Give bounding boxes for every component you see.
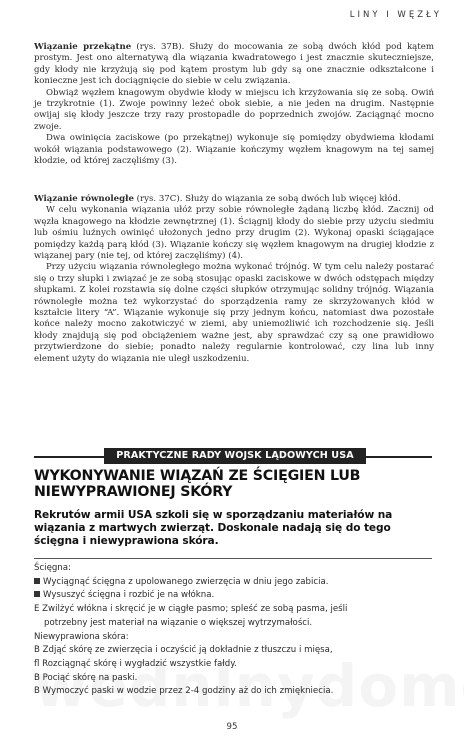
- list-item-text: Niewyprawiona skóra:: [34, 631, 129, 642]
- list-item-text: potrzebny jest materiał na wiązanie o większej wytrzymałości.: [44, 617, 313, 628]
- paragraph-text: (rys. 37B). Służy do mocowania ze sobą dwóch kłód pod kątem prostym. Jest ono alternatywą dla wiązania kwadratowego i jest znacznie skuteczniejsze, gdy kłody nie krzyżują się pod kątem prostym lub gdy są one znacznie odkształcone i konieczne jest ich dociągnięcie do siebie w celu związania.: [34, 42, 434, 87]
- section-diagonal-lashing: [34, 42, 434, 167]
- list-item-marker: fl: [34, 658, 43, 669]
- divider: [34, 558, 432, 559]
- list-item-marker: E: [34, 604, 43, 615]
- list-item-text: Pociąć skórę na paski.: [42, 672, 138, 683]
- list-item-marker: B: [34, 686, 43, 697]
- list-item: [34, 603, 434, 617]
- list-item: [34, 617, 434, 631]
- term-parallel-lashing: Wiązanie równoległe: [34, 194, 134, 204]
- list-item-text: Wysuszyć ścięgna i rozbić je na włókna.: [43, 590, 215, 601]
- list-item-text: Rozciągnąć skórę i wygładzić wszystkie fałdy.: [42, 658, 237, 669]
- list-item-marker: B: [34, 672, 43, 683]
- page-number: 95: [226, 722, 238, 732]
- list-item: [34, 562, 434, 576]
- list-item-text: Wymoczyć paski w wodzie przez 2-4 godziny aż do ich zmiękniecia.: [42, 686, 334, 697]
- list-item: [34, 589, 434, 603]
- paragraph: [34, 194, 434, 205]
- list-item-text: Ścięgna:: [34, 563, 71, 573]
- paragraph: Przy użyciu wiązania równoległego można wykonać trójnóg. W tym celu należy postarać się o trzy słupki i związać je ze sobą stosując opaski zaciskowe w dwóch odstępach między słupkami. Z kolei rozstawia się dolne części słupków otrzymując solidny trójnóg. Wiązania równoległe można też wykorzystać do sporządzenia ramy ze skrzyżowanych kłód w kształcie litery “A”. Wiązanie wykonuje się przy jednym końcu, natomiast dwa pozostałe końce należy mocno zakotwiczyć w ziemi, aby uniemożliwić ich rozchodzenie się. Jeśli kłody znajdują się pod obciążeniem ważne jest, aby sprawdzać czy są one prawidłowo przytwierdzone do siebie; ponadto należy regularnie kontrolować, czy lina lub inny element użyty do wiązania nie uległ uszkodzeniu.: [34, 262, 434, 364]
- square-bullet-icon: [34, 578, 40, 584]
- paragraph: [34, 42, 434, 88]
- list-item-text: Zdjąć skórę ze zwierzęcia i oczyścić ją dokładnie z tłuszczu i mięsa,: [42, 645, 333, 656]
- list-item: [34, 631, 434, 645]
- list-item-text: Wyciągnąć ścięgna z upolowanego zwierzęcia w dniu jego zabicia.: [43, 576, 329, 587]
- paragraph-text: (rys. 37C). Służy do wiązania ze sobą dwóch lub więcej kłód.: [133, 194, 401, 204]
- list-item: [34, 576, 434, 590]
- paragraph: Dwa owinięcia zaciskowe (po przekątnej) wykonuje się pomiędzy obydwiema kłodami wokół wiązania podstawowego (2). Wiązanie kończymy węzłem knagowym na tej samej kłodzie, od której zaczęliśmy (3).: [34, 133, 434, 167]
- term-diagonal-lashing: Wiązanie przekątne: [34, 42, 132, 52]
- paragraph: W celu wykonania wiązania ułóż przy sobie równoległe żądaną liczbę kłód. Zacznij od węzła knagowego na kłodzie zewnętrznej (1). Ściągnij kłody do siebie przy użyciu siedmiu lub ośmiu luźnych owinięć ułożonych jedno przy drugim (2). Wykonaj opaski ściągające pomiędzy każdą parą kłód (3). Wiązanie kończy się węzłem knagowym na drugiej kłodzie z wiązanej pary (nie tej, od której zaczęliśmy) (4).: [34, 205, 434, 262]
- section-banner: PRAKTYCZNE RADY WOJSK LĄDOWYCH USA: [104, 448, 366, 464]
- watermark: [34, 652, 464, 720]
- paragraph: Obwiąż węzłem knagowym obydwie kłody w miejscu ich krzyżowania się ze sobą. Owiń je trzykrotnie (1). Zwoje powinny leżeć obok siebie, a nie jeden na drugim. Następnie owijaj się kłody jeszcze trzy razy prostopadle do poprzednich zwojów. Zaciągnąć mocno zwoje.: [34, 87, 434, 132]
- section-parallel-lashing: [34, 194, 434, 365]
- square-bullet-icon: [34, 591, 40, 597]
- list-item-text: Zwilżyć włókna i skręcić je w ciągłe pasmo; spleść ze sobą pasma, jeśli: [42, 604, 348, 615]
- list-item-marker: B: [34, 645, 43, 656]
- running-header: LINY I WĘZŁY: [349, 10, 442, 20]
- article-lead: Rekrutów armii USA szkoli się w sporządzaniu materiałów na wiązania z martwych zwierząt. Doskonale nadają się do tego ścięgna i niewyprawiona skóra.: [34, 509, 393, 547]
- article-title: WYKONYWANIE WIĄZAŃ ZE ŚCIĘGIEN LUB NIEWYPRAWIONEJ SKÓRY: [34, 468, 361, 500]
